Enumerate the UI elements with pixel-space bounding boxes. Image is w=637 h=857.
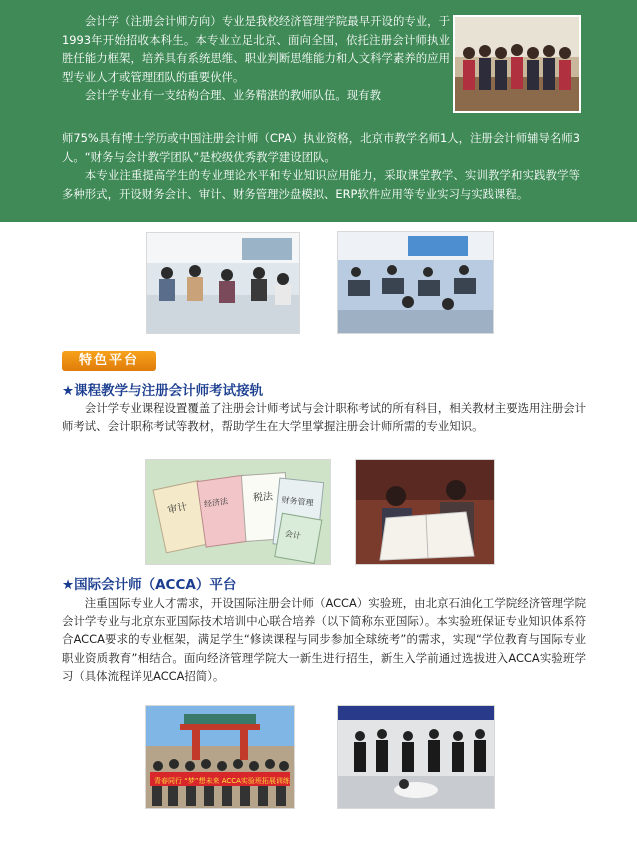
- section1-title: ★课程教学与注册会计师考试接轨: [62, 383, 264, 399]
- book-3-label: 税法: [252, 491, 274, 504]
- classroom-image-2: [338, 232, 493, 333]
- classroom-image-1: [147, 233, 299, 333]
- intro-para-2-cont: 师75%具有博士学历或中国注册会计师（CPA）执业资格，北京市教学名师1人，注册会计师辅导名师3人。“财务与会计教学团队”是校级优秀教学建设团队。: [62, 131, 580, 164]
- classroom-photo-1: [146, 232, 300, 334]
- section1-body: [62, 399, 586, 435]
- book-5-label: 会计: [284, 529, 302, 541]
- section2-title: ★国际会计师（ACCA）平台: [62, 577, 237, 593]
- textbooks-photo: [145, 459, 331, 565]
- book-1-label: 审计: [166, 501, 189, 517]
- acca-group-image: [146, 706, 294, 808]
- intro-text: [62, 12, 450, 105]
- acca-activity-image: [338, 706, 494, 808]
- intro-text-wide: [62, 129, 580, 203]
- section2-body: [62, 594, 586, 685]
- intro-para-1: 会计学（注册会计师方向）专业是我校经济管理学院最早开设的专业，于1993年开始招收本科生。本专业立足北京、面向全国，依托注册会计师执业胜任能力框架，培养具有系统思维、职业判断思维能力和人文科学素养的应用型专业人才或管理团队的重要伙伴。: [62, 14, 450, 84]
- featured-platform-badge: 特色平台: [62, 351, 156, 371]
- section2-paragraph: 注重国际专业人才需求，开设国际注册会计师（ACCA）实验班，由北京石油化工学院经济管理学院会计学专业与北京东亚国际技术培训中心联合培养（以下简称东亚国际）。本实验班保证专业知识体系符合ACCA要求的专业框架，满足学生“修读课程与同步参加全球统考”的需求，实现“学位教育与国际专业职业资质教育”相结合。面向经济管理学院大一新生进行招生，新生入学前通过选拔进入ACCA实验班学习（具体流程详见ACCA招简）。: [62, 596, 586, 683]
- acca-group-photo: [145, 705, 295, 809]
- acca-banner-text: 青春同行 “梦”想未来 ACCA实验班拓展训练: [154, 777, 290, 785]
- textbooks-image: [146, 460, 330, 564]
- student-reading-photo: [355, 459, 495, 565]
- student-reading-image: [356, 460, 494, 564]
- classroom-photo-2: [337, 231, 494, 334]
- acca-activity-photo: [337, 705, 495, 809]
- faculty-group-photo: [453, 15, 581, 113]
- faculty-group-image: [455, 17, 579, 111]
- intro-para-2: 会计学专业有一支结构合理、业务精湛的教师队伍。现有教: [84, 88, 381, 103]
- book-4-label: 财务管理: [281, 495, 314, 508]
- section1-paragraph: 会计学专业课程设置覆盖了注册会计师考试与会计职称考试的所有科目，相关教材主要选用注册会计师考试、会计职称考试等教材，帮助学生在大学里掌握注册会计师所需的专业知识。: [62, 401, 586, 434]
- book-2-label: 经济法: [203, 496, 229, 509]
- intro-para-3: 本专业注重提高学生的专业理论水平和专业知识应用能力，采取课堂教学、实训教学和实践教学等多种形式，开设财务会计、审计、财务管理沙盘模拟、ERP软件应用等专业实习与实践课程。: [62, 168, 580, 201]
